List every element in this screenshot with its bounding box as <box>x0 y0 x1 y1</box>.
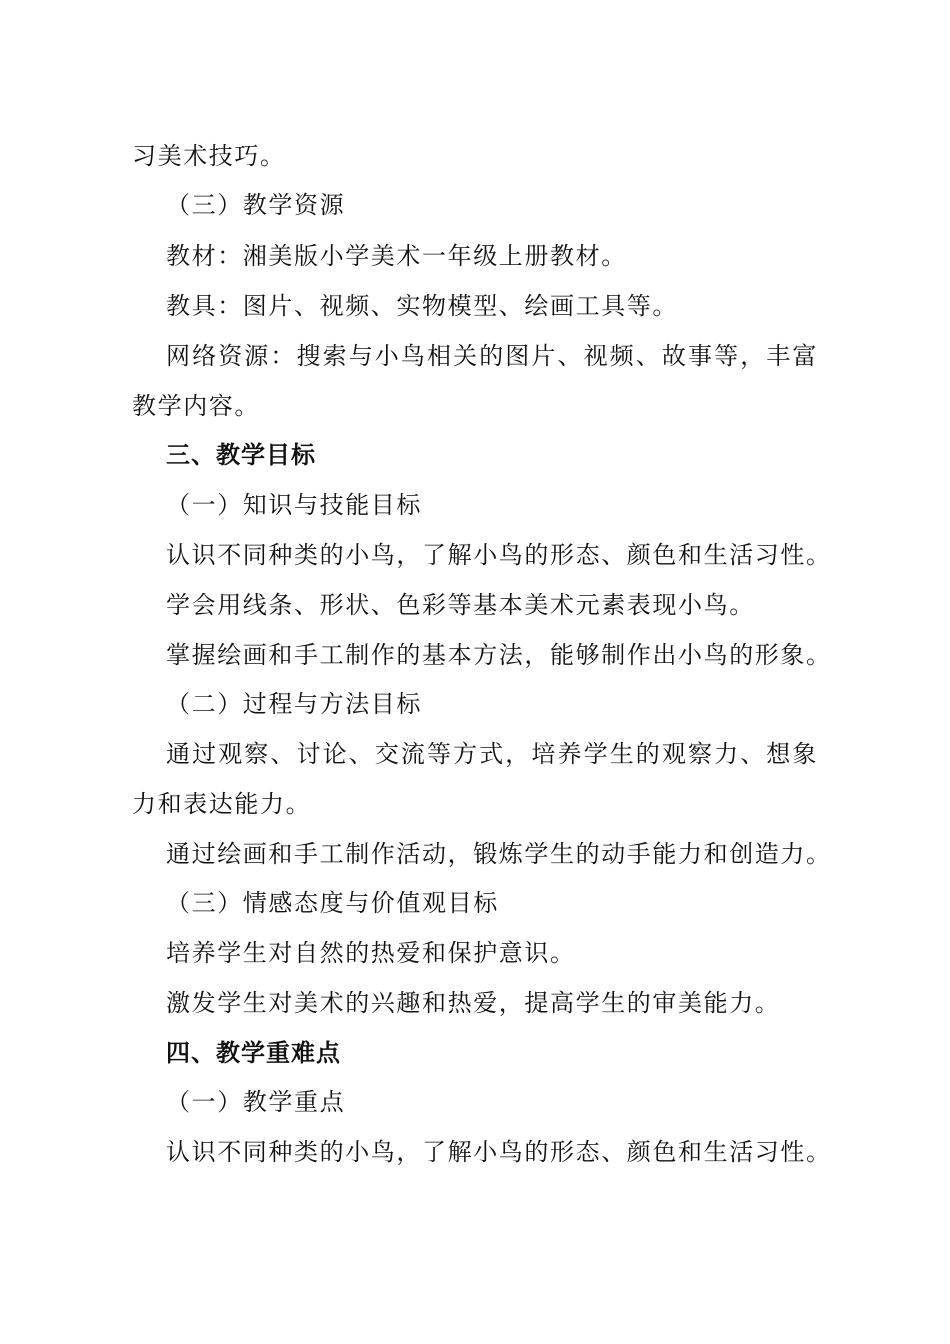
subsection-heading-emotion-values: （三）情感态度与价值观目标 <box>166 889 499 917</box>
section-heading-key-difficult-points: 四、教学重难点 <box>166 1039 341 1067</box>
paragraph-objective-2: 学会用线条、形状、色彩等基本美术元素表现小鸟。 <box>166 591 755 619</box>
paragraph-online-resources: 网络资源：搜索与小鸟相关的图片、视频、故事等，丰富 <box>166 342 818 370</box>
paragraph-online-resources-cont: 教学内容。 <box>132 392 260 420</box>
paragraph-objective-3: 掌握绘画和手工制作的基本方法，能够制作出小鸟的形象。 <box>166 641 832 669</box>
paragraph-process-1-cont: 力和表达能力。 <box>132 790 312 818</box>
subsection-heading-key-points: （一）教学重点 <box>166 1088 346 1116</box>
subsection-heading-knowledge-skills: （一）知识与技能目标 <box>166 491 422 519</box>
paragraph-process-2: 通过绘画和手工制作活动，锻炼学生的动手能力和创造力。 <box>166 840 832 868</box>
subsection-heading-teaching-resources: （三）教学资源 <box>166 191 346 219</box>
paragraph-emotion-1: 培养学生对自然的热爱和保护意识。 <box>166 939 576 967</box>
paragraph-key-point-1: 认识不同种类的小鸟，了解小鸟的形态、颜色和生活习性。 <box>166 1138 832 1166</box>
section-heading-teaching-objectives: 三、教学目标 <box>166 441 316 469</box>
paragraph-textbook: 教材：湘美版小学美术一年级上册教材。 <box>166 242 627 270</box>
paragraph-continuation: 习美术技巧。 <box>132 142 286 170</box>
paragraph-emotion-2: 激发学生对美术的兴趣和热爱，提高学生的审美能力。 <box>166 989 781 1017</box>
paragraph-teaching-aids: 教具：图片、视频、实物模型、绘画工具等。 <box>166 292 678 320</box>
subsection-heading-process-methods: （二）过程与方法目标 <box>166 690 422 718</box>
paragraph-process-1: 通过观察、讨论、交流等方式，培养学生的观察力、想象 <box>166 740 818 768</box>
paragraph-objective-1: 认识不同种类的小鸟，了解小鸟的形态、颜色和生活习性。 <box>166 541 832 569</box>
